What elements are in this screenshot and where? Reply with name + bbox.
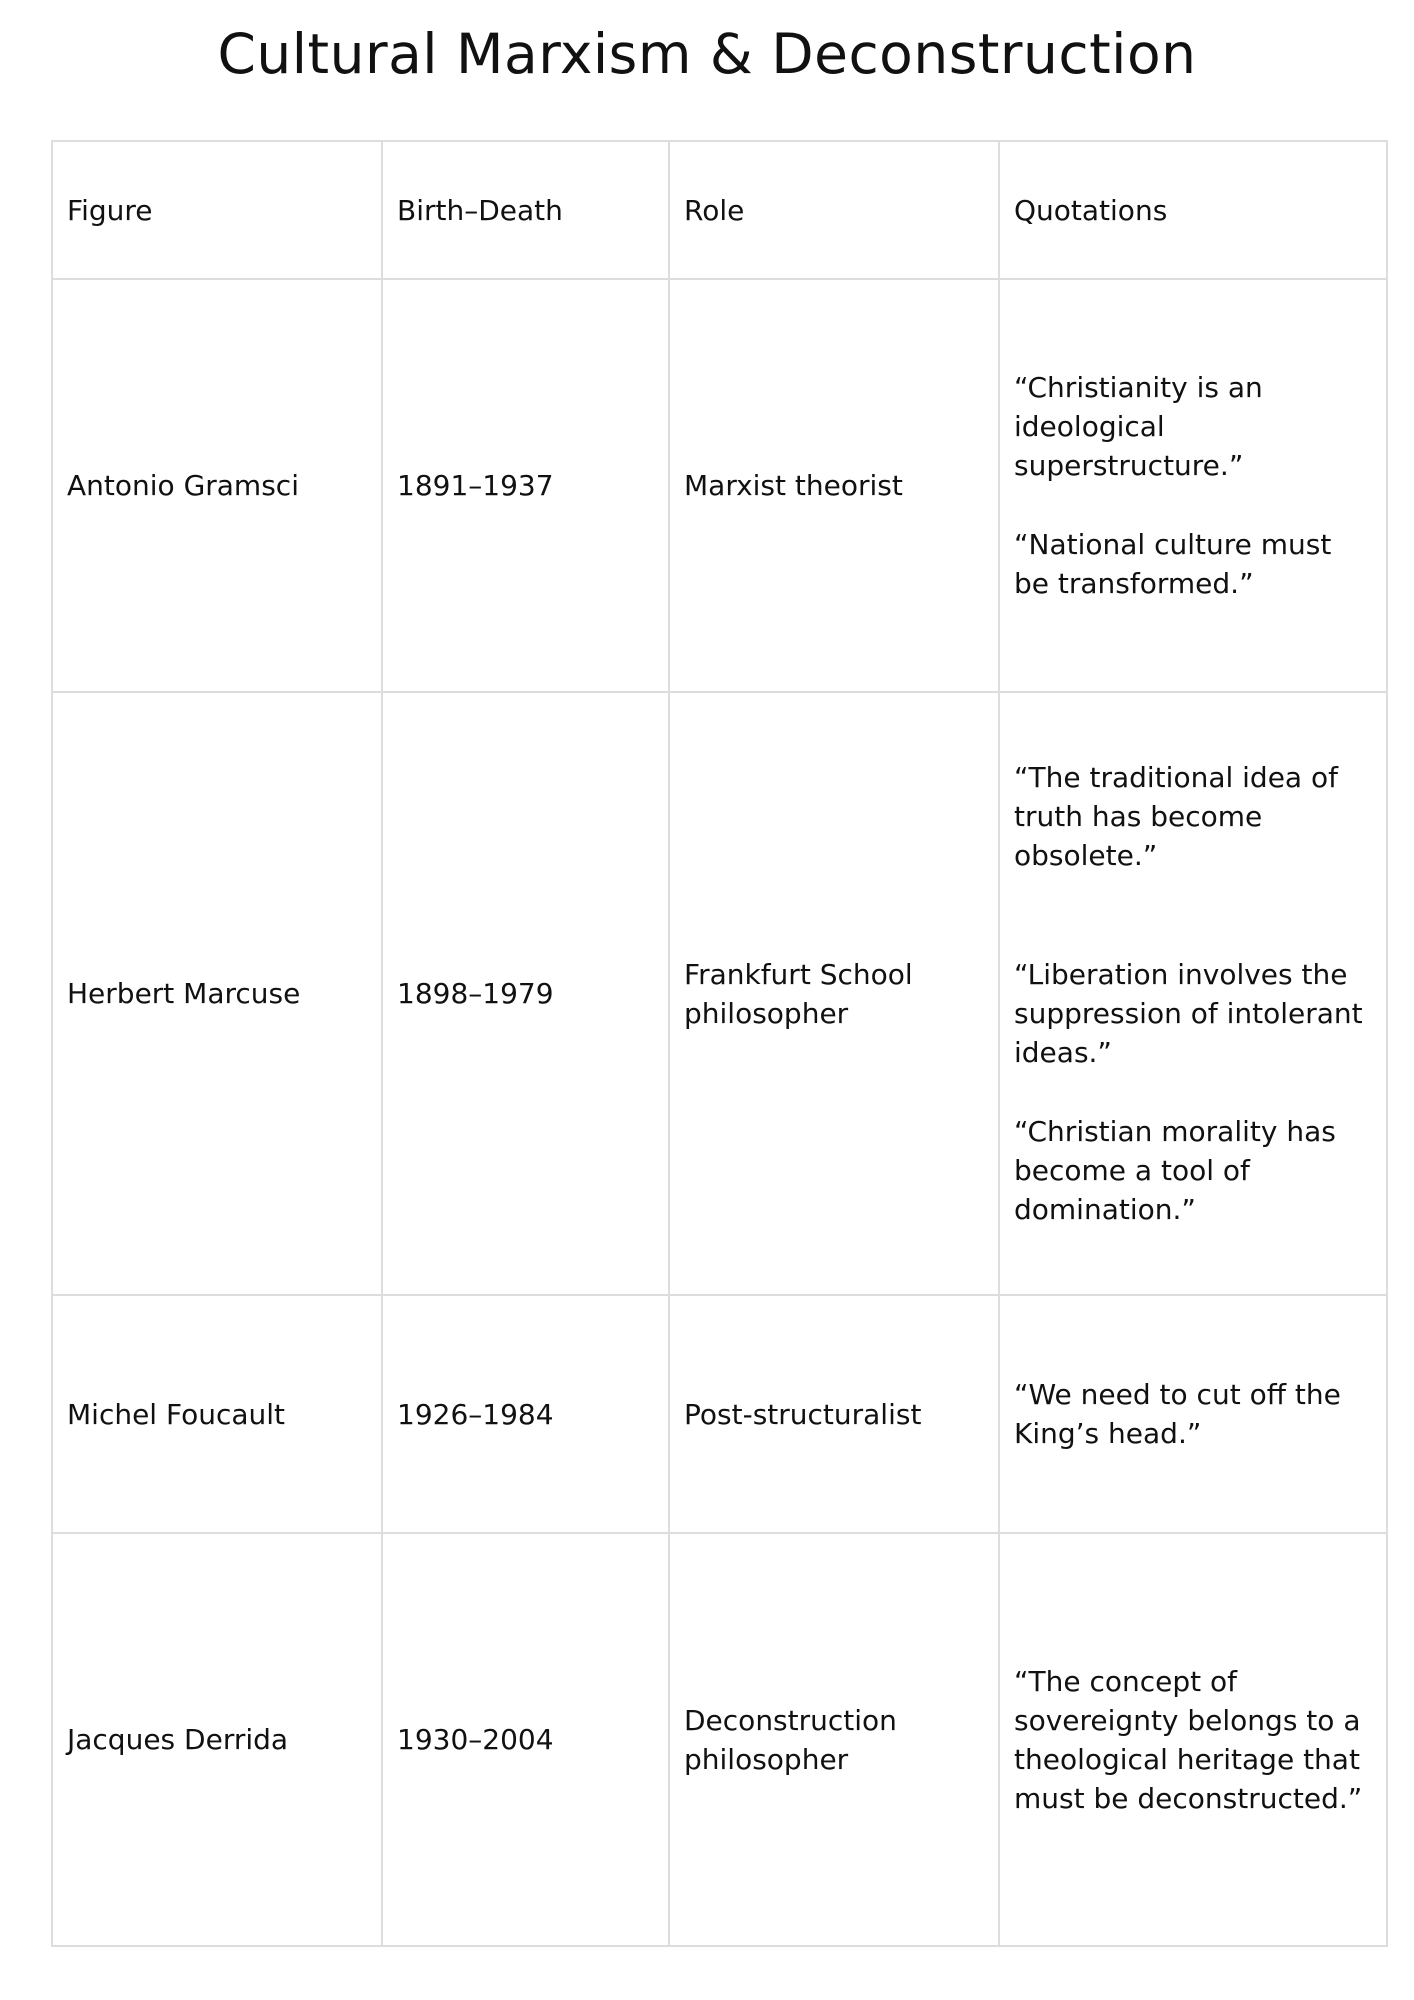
header-birth-death: Birth–Death — [382, 141, 669, 279]
header-quotations: Quotations — [999, 141, 1387, 279]
figure-cell: Michel Foucault — [52, 1295, 382, 1533]
role-cell: Frankfurt School philosopher — [669, 692, 999, 1295]
quote-text: “Christian morality has become a tool of domination.” — [1014, 1115, 1336, 1226]
role-cell: Post-structuralist — [669, 1295, 999, 1533]
quote-text: “Liberation involves the suppression of intolerant ideas.” — [1014, 958, 1363, 1069]
quotations-cell — [999, 279, 1387, 692]
figures-table — [51, 140, 1388, 1947]
figure-cell: Herbert Marcuse — [52, 692, 382, 1295]
quote-text: “Christianity is an ideological superstructure.” — [1014, 371, 1263, 482]
role-cell: Deconstruction philosopher — [669, 1533, 999, 1946]
quotations-cell — [999, 1533, 1387, 1946]
table-row — [52, 692, 1387, 1295]
figure-cell: Antonio Gramsci — [52, 279, 382, 692]
quote-text: “National culture must be transformed.” — [1014, 528, 1332, 600]
table-header-row — [52, 141, 1387, 279]
quote-text: “The concept of sovereignty belongs to a theological heritage that must be deconstructed.” — [1014, 1664, 1363, 1815]
birth-death-cell: 1926–1984 — [382, 1295, 669, 1533]
table-row — [52, 1295, 1387, 1533]
birth-death-cell: 1930–2004 — [382, 1533, 669, 1946]
quotations-cell — [999, 1295, 1387, 1533]
table-row — [52, 279, 1387, 692]
table-row — [52, 1533, 1387, 1946]
header-role: Role — [669, 141, 999, 279]
role-cell: Marxist theorist — [669, 279, 999, 692]
header-figure: Figure — [52, 141, 382, 279]
birth-death-cell: 1898–1979 — [382, 692, 669, 1295]
quote-text: “The traditional idea of truth has become obsolete.” — [1014, 761, 1338, 872]
quotations-cell — [999, 692, 1387, 1295]
birth-death-cell: 1891–1937 — [382, 279, 669, 692]
figure-cell: Jacques Derrida — [52, 1533, 382, 1946]
page-title: Cultural Marxism & Deconstruction — [217, 22, 1197, 86]
quote-text: “We need to cut off the King’s head.” — [1014, 1378, 1341, 1450]
